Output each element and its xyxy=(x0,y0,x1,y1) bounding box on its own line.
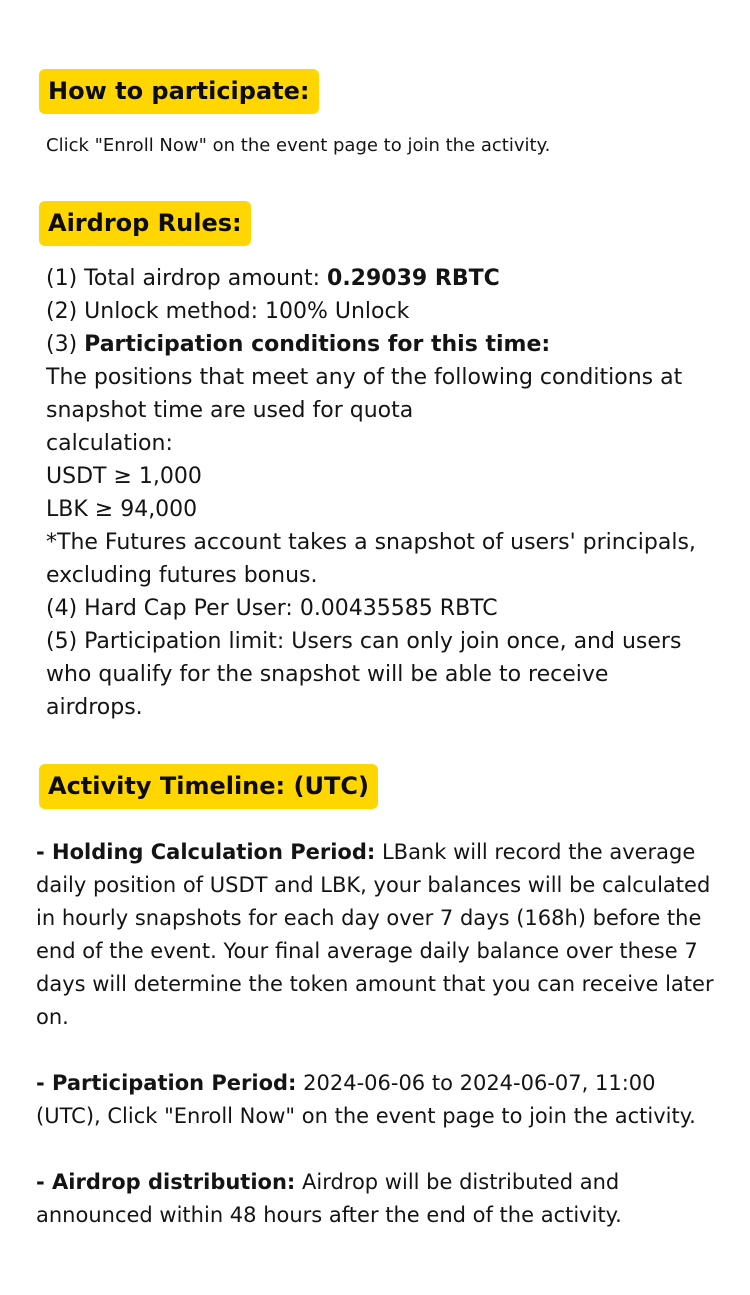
condition-lbk: LBK ≥ 94,000 xyxy=(46,497,198,522)
rule-participation-limit-line: who qualify for the snapshot will be able to receive xyxy=(46,662,609,687)
distribution-text: Airdrop will be distributed and xyxy=(295,1170,620,1194)
airdrop-rules-heading: Airdrop Rules: xyxy=(39,201,251,246)
participation-label: - Participation Period: xyxy=(36,1071,297,1095)
rule-total-amount xyxy=(46,262,726,295)
holding-text: LBank will record the average xyxy=(375,840,696,864)
how-to-participate-heading: How to participate: xyxy=(39,69,319,114)
distribution-line: announced within 48 hours after the end of the activity. xyxy=(36,1203,622,1227)
holding-line: on. xyxy=(36,1005,69,1029)
participation-line xyxy=(36,1067,736,1100)
participation-period xyxy=(36,1067,736,1133)
rule-participation-limit-line: (5) Participation limit: Users can only join once, and users xyxy=(46,629,682,654)
holding-line xyxy=(36,836,736,869)
activity-timeline-heading: Activity Timeline: (UTC) xyxy=(39,764,378,809)
futures-note-line: excluding futures bonus. xyxy=(46,563,318,588)
holding-label: - Holding Calculation Period: xyxy=(36,840,376,864)
rule-participation-conditions xyxy=(46,328,726,361)
distribution-line xyxy=(36,1166,736,1199)
holding-line: days will determine the token amount that you can receive later xyxy=(36,972,714,996)
holding-calculation-period xyxy=(36,836,736,1034)
condition-usdt: USDT ≥ 1,000 xyxy=(46,464,202,489)
rule-total-amount-value: 0.29039 RBTC xyxy=(327,266,500,291)
rule-hard-cap: (4) Hard Cap Per User: 0.00435585 RBTC xyxy=(46,596,498,621)
airdrop-rules-list xyxy=(46,262,726,724)
rule-unlock-method: (2) Unlock method: 100% Unlock xyxy=(46,299,410,324)
rule-participation-limit-line: airdrops. xyxy=(46,695,143,720)
participation-line: (UTC), Click "Enroll Now" on the event page to join the activity. xyxy=(36,1104,696,1128)
rule-participation-conditions-number: (3) xyxy=(46,332,85,357)
holding-line: daily position of USDT and LBK, your balances will be calculated xyxy=(36,873,711,897)
conditions-text-line: snapshot time are used for quota xyxy=(46,398,414,423)
participation-dates: 2024-06-06 to 2024-06-07, 11:00 xyxy=(296,1071,656,1095)
holding-line: end of the event. Your final average daily balance over these 7 xyxy=(36,939,698,963)
participate-instructions: Click "Enroll Now" on the event page to join the activity. xyxy=(46,135,551,156)
holding-line: in hourly snapshots for each day over 7 days (168h) before the xyxy=(36,906,702,930)
conditions-text-line: calculation: xyxy=(46,431,173,456)
conditions-text-line: The positions that meet any of the following conditions at xyxy=(46,365,683,390)
rule-total-amount-label: (1) Total airdrop amount: xyxy=(46,266,328,291)
futures-note-line: *The Futures account takes a snapshot of users' principals, xyxy=(46,530,696,555)
rule-participation-conditions-label: Participation conditions for this time: xyxy=(84,332,551,357)
airdrop-distribution xyxy=(36,1166,736,1232)
distribution-label: - Airdrop distribution: xyxy=(36,1170,296,1194)
